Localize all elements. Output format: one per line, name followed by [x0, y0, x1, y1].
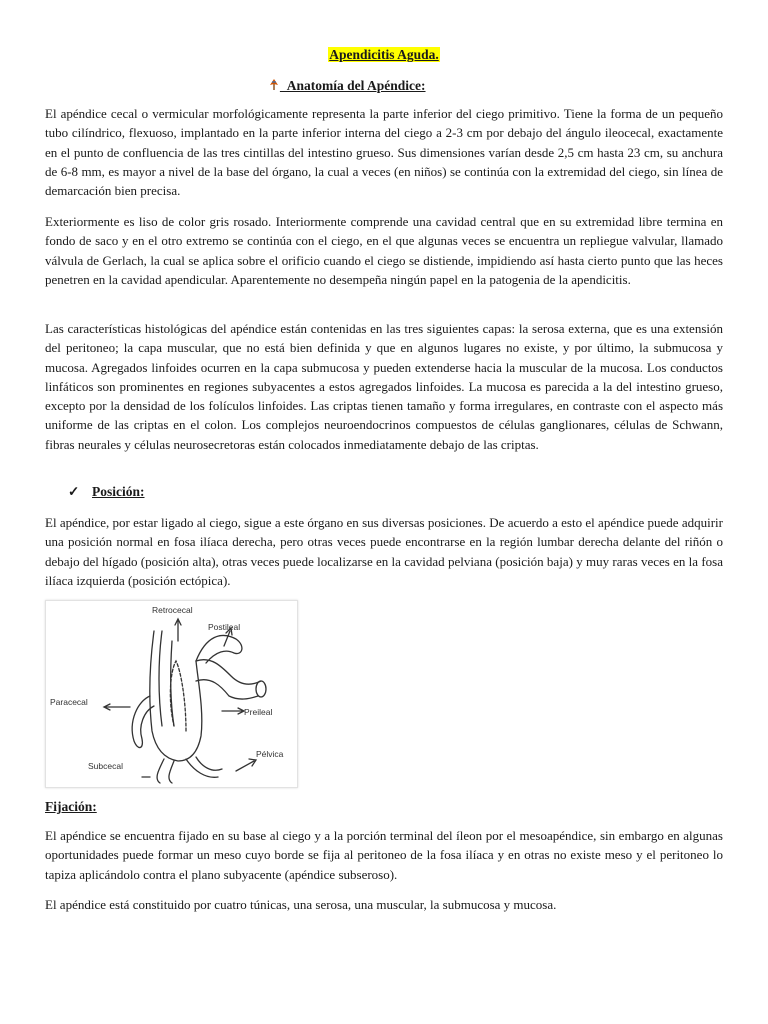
- paragraph-6: El apéndice está constituido por cuatro túnicas, una serosa, una muscular, la submucosa y mucosa.: [45, 897, 557, 912]
- label-preileal: Preileal: [244, 707, 273, 717]
- section-heading-fijacion: [45, 799, 97, 815]
- label-paracecal: Paracecal: [50, 697, 88, 707]
- paragraph-2: Exteriormente es liso de color gris rosado. Interiormente comprende una cavidad central que en su extremidad libre termina en fondo de saco y en el otro extremo se continúa con el ciego, en el que algunas veces se encuentra un repliegue valvular, llamado válvula de Gerlach, la cual se aplica sobre el orificio cuando el ciego se distiende, impidiendo así hasta cierto punto que las heces penetren en la cavidad apendicular. Aparentemente no desempeña ningún papel en la patogenia de la apendicitis.: [45, 214, 723, 287]
- paragraph-3: Las características histológicas del apéndice están contenidas en las tres siguientes capas: la serosa externa, que es una extensión del peritoneo; la capa muscular, que no está bien definida y que en algunos lugares no existe, y por último, la submucosa y mucosa. Agregados linfoides ocurren en la capa submucosa y pueden extenderse hacia la muscular de la mucosa. Los conductos linfáticos son prominentes en regiones subyacentes a estos agregados linfoides. La mucosa es parecida a la del intestino grueso, excepto por la densidad de los folículos linfoides. Las criptas tienen tamaño y forma irregulares, en contraste con el aspecto más uniforme de las criptas en el colon. Los complejos neuroendocrinos compuestos de células ganglionares, células de Schwann, fibras neurales y células neurosecretoras están colocados inmediatamente debajo de las criptas.: [45, 321, 723, 452]
- pin-icon: [268, 78, 280, 94]
- paragraph-1: El apéndice cecal o vermicular morfológicamente representa la parte inferior del ciego primitivo. Tiene la forma de un pequeño tubo cilíndrico, flexuoso, implantado en la parte inferior interna del ciego a 2-3 cm por debajo del ángulo ileocecal, exactamente en el punto de confluencia de las tres cintillas del intestino grueso. Sus dimensiones varían desde 2,5 cm hasta 23 cm, su anchura de 6-8 mm, es mayor a nivel de la base del órgano, la cual a veces (en niños) se continúa con la extremidad del ciego, sin línea de demarcación bien precisa.: [45, 106, 723, 199]
- label-postileal: Postileal: [208, 622, 241, 632]
- label-retrocecal: Retrocecal: [152, 605, 193, 615]
- title-text: Apendicitis Aguda.: [329, 47, 439, 62]
- section-heading-anatomia: [268, 78, 426, 94]
- paragraph-5: El apéndice se encuentra fijado en su base al ciego y a la porción terminal del íleon por el mesoapéndice, sin embargo en algunas oportunidades puede formar un meso cuyo borde se fija al peritoneo de la fosa ilíaca y en otras no existe meso y el peritoneo lo tapiza aplicándolo contra el plano subyacente (apéndice subseroso).: [45, 828, 723, 882]
- label-subcecal: Subcecal: [88, 761, 123, 771]
- label-pelvica: Pélvica: [256, 749, 284, 759]
- appendix-position-diagram: [46, 601, 297, 787]
- fijacion-heading-text: Fijación:: [45, 799, 97, 814]
- document-title: [0, 47, 768, 63]
- checkmark-icon: ✓: [68, 484, 80, 499]
- subtitle-text: _Anatomía del Apéndice:: [280, 78, 426, 93]
- paragraph-4: El apéndice, por estar ligado al ciego, sigue a este órgano en sus diversas posiciones. De acuerdo a esto el apéndice puede adquirir una posición normal en fosa ilíaca derecha, pero otras veces puede encontrarse en la región lumbar derecha delante del riñón o debajo del hígado (posición alta), otras veces puede localizarse en la cavidad pelviana (posición baja) y muy raras veces en la fosa ilíaca izquierda (posición ectópica).: [45, 515, 723, 588]
- posicion-heading-text: Posición:: [92, 484, 145, 499]
- section-heading-posicion: [68, 484, 145, 500]
- appendix-position-figure: [45, 600, 298, 788]
